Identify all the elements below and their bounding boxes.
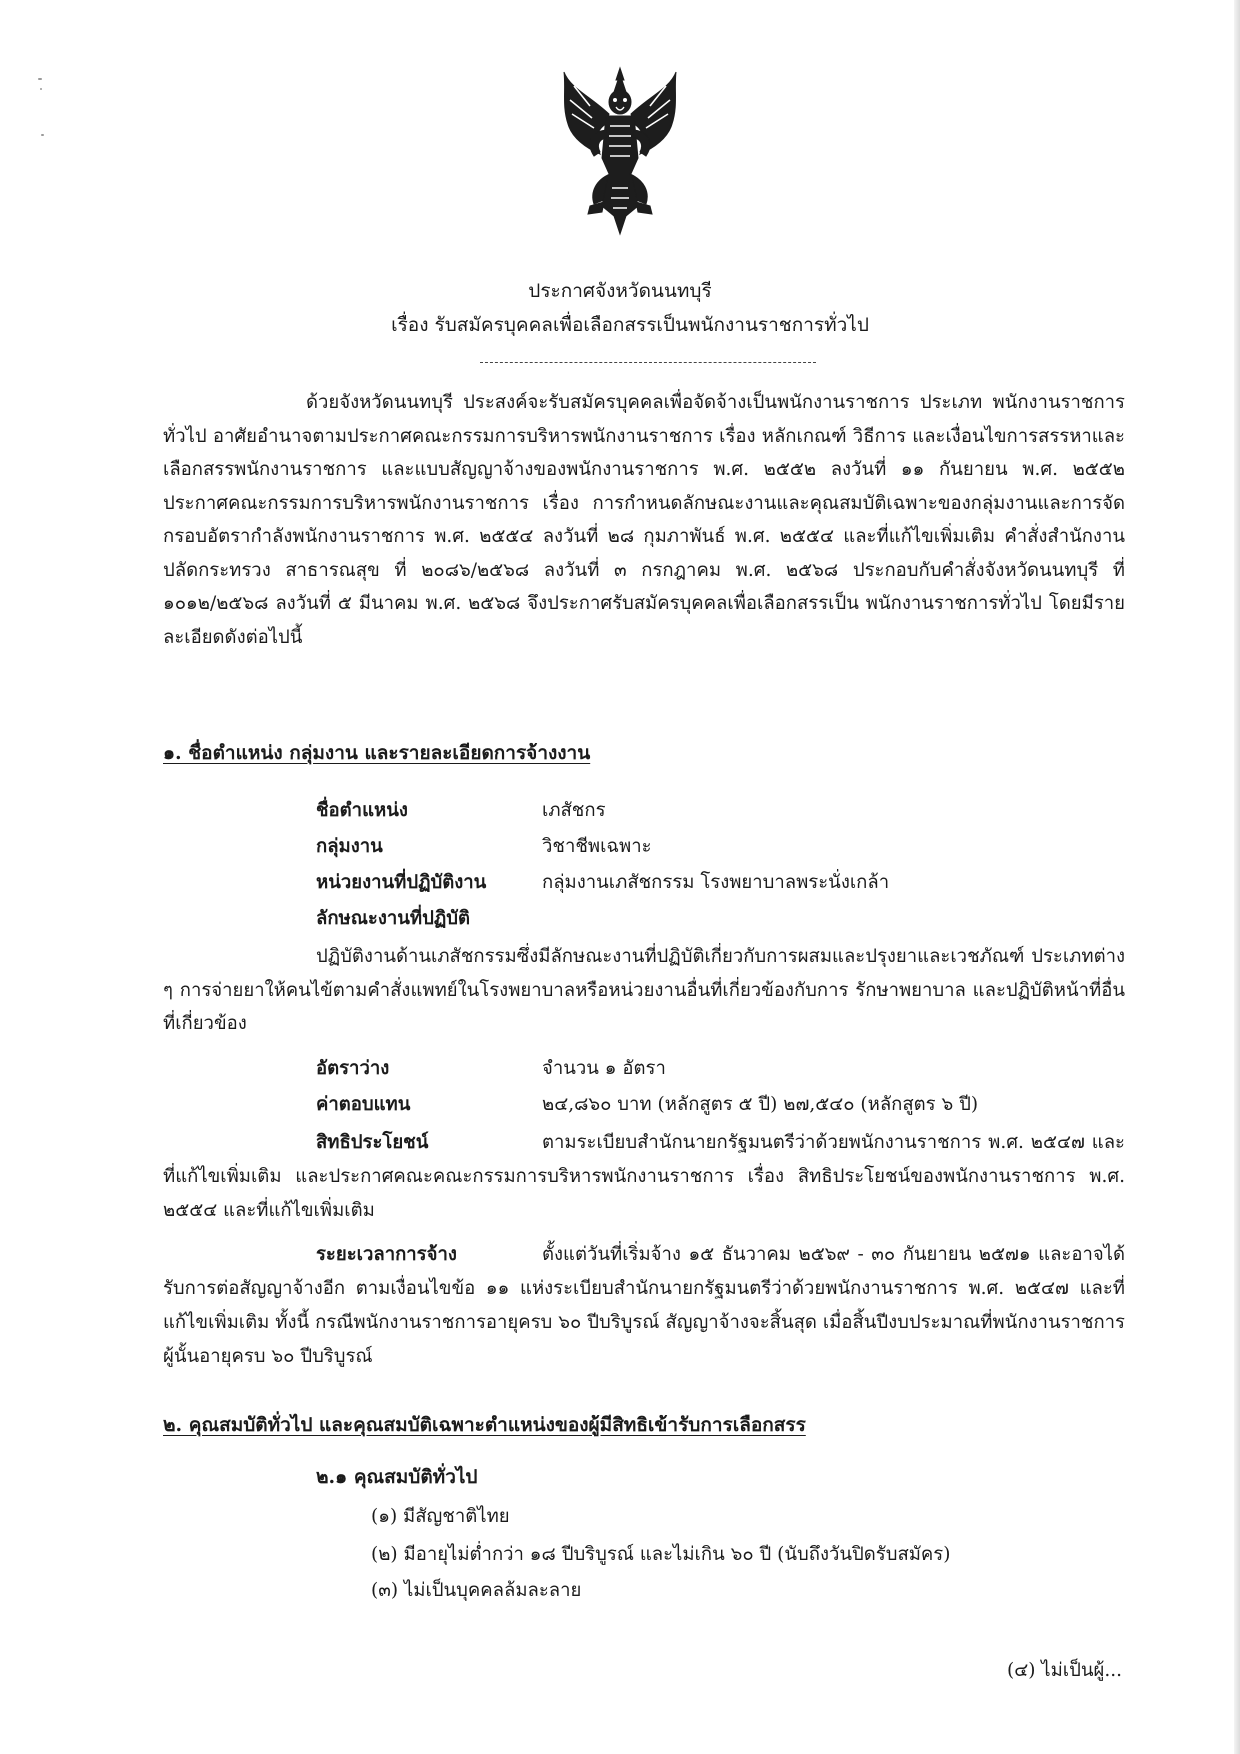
unit-value: กลุ่มงานเภสัชกรรม โรงพยาบาลพระนั่งเกล้า <box>542 872 890 893</box>
position-value: เภสัชกร <box>542 800 606 821</box>
qualification-item: (๑) มีสัญชาติไทย <box>371 1506 510 1527</box>
nature-paragraph: ปฏิบัติงานด้านเภสัชกรรมซึ่งมีลักษณะงานที่ปฏิบัติเกี่ยวกับการผสมและปรุงยาและเวชภัณฑ์ ประเภทต่าง ๆ การจ่ายยาให้คนไข้ตามคำสั่งแพทย์ในโรงพยาบาลหรือหน่วยงานอื่นที่เกี่ยวข้องกับการ รักษาพยาบาล และปฏิบัติหน้าที่อื่นที่เกี่ยวข้อง <box>163 946 1125 1034</box>
scan-speck <box>40 88 42 90</box>
benefit-paragraph <box>163 1126 1125 1228</box>
section-1-heading: ๑. ชื่อตำแหน่ง กลุ่มงาน และรายละเอียดการจ้างงาน <box>163 742 591 764</box>
intro-paragraph: ด้วยจังหวัดนนทบุรี ประสงค์จะรับสมัครบุคคลเพื่อจัดจ้างเป็นพนักงานราชการ ประเภท พนักงานราชการทั่วไป อาศัยอำนาจตามประกาศคณะกรรมการบริหารพนักงานราชการ เรื่อง หลักเกณฑ์ วิธีการ และเงื่อนไขการสรรหาและเลือกสรรพนักงานราชการ และแบบสัญญาจ้างของพนักงานราชการ พ.ศ. ๒๕๕๒ ลงวันที่ ๑๑ กันยายน พ.ศ. ๒๕๕๒ ประกาศคณะกรรมการบริหารพนักงานราชการ เรื่อง การกำหนดลักษณะงานและคุณสมบัติเฉพาะของกลุ่มงานและการจัดกรอบอัตรากำลังพนักงานราชการ พ.ศ. ๒๕๕๔ ลงวันที่ ๒๘ กุมภาพันธ์ พ.ศ. ๒๕๕๔ และที่แก้ไขเพิ่มเติม คำสั่งสำนักงานปลัดกระทรวง สาธารณสุข ที่ ๒๐๘๖/๒๕๖๘ ลงวันที่ ๓ กรกฎาคม พ.ศ. ๒๕๖๘ ประกอบกับคำสั่งจังหวัดนนทบุรี ที่ ๑๐๑๒/๒๕๖๘ ลงวันที่ ๕ มีนาคม พ.ศ. ๒๕๖๘ จึงประกาศรับสมัครบุคคลเพื่อเลือกสรรเป็น พนักงานราชการทั่วไป โดยมีรายละเอียดดังต่อไปนี้ <box>163 392 1125 648</box>
garuda-emblem <box>560 66 680 236</box>
announcement-title: ประกาศจังหวัดนนทบุรี <box>528 280 712 302</box>
pay-value: ๒๔,๘๖๐ บาท (หลักสูตร ๕ ปี) ๒๗,๕๔๐ (หลักสูตร ๖ ปี) <box>542 1094 979 1115</box>
period-label: ระยะเวลาการจ้าง <box>316 1244 457 1265</box>
nature-row <box>316 902 1126 936</box>
benefit-label: สิทธิประโยชน์ <box>316 1132 429 1153</box>
position-label: ชื่อตำแหน่ง <box>316 800 408 821</box>
period-text: ตั้งแต่วันที่เริ่มจ้าง ๑๕ ธันวาคม ๒๕๖๙ - ๓๐ กันยายน ๒๕๗๑ และอาจได้รับการต่อสัญญาจ้างอีก ตามเงื่อนไขข้อ ๑๑ แห่งระเบียบสำนักนายกรัฐมนตรีว่าด้วยพนักงานราชการ พ.ศ. ๒๕๔๗ และที่แก้ไขเพิ่มเติม ทั้งนี้ กรณีพนักงานราชการอายุครบ ๖๐ ปีบริบูรณ์ สัญญาจ้างจะสิ้นสุด เมื่อสิ้นปีงบประมาณที่พนักงานราชการผู้นั้นอายุครบ ๖๐ ปีบริบูรณ์ <box>163 1244 1125 1367</box>
title-divider <box>480 362 816 363</box>
vacancy-row <box>316 1052 1126 1086</box>
title-block <box>0 274 1240 342</box>
group-row <box>316 830 1126 864</box>
pay-label: ค่าตอบแทน <box>316 1094 411 1115</box>
position-row <box>316 794 1126 828</box>
group-label: กลุ่มงาน <box>316 836 383 857</box>
continuation-marker: (๔) ไม่เป็นผู้... <box>1006 1660 1122 1681</box>
unit-row <box>316 866 1126 900</box>
section-2-heading: ๒. คุณสมบัติทั่วไป และคุณสมบัติเฉพาะตำแหน่งของผู้มีสิทธิเข้ารับการเลือกสรร <box>163 1414 806 1436</box>
vacancy-value: จำนวน ๑ อัตรา <box>542 1058 666 1079</box>
scan-edge <box>1234 0 1240 1754</box>
nature-label: ลักษณะงานที่ปฏิบัติ <box>316 908 471 929</box>
qualification-item: (๒) มีอายุไม่ต่ำกว่า ๑๘ ปีบริบูรณ์ และไม่เกิน ๖๐ ปี (นับถึงวันปิดรับสมัคร) <box>371 1544 951 1565</box>
general-qualifications-heading: ๒.๑ คุณสมบัติทั่วไป <box>316 1466 478 1488</box>
period-paragraph <box>163 1238 1125 1374</box>
pay-row <box>316 1088 1126 1122</box>
vacancy-label: อัตราว่าง <box>316 1058 390 1079</box>
scan-speck <box>38 78 42 80</box>
scan-speck <box>41 134 44 136</box>
announcement-subject: เรื่อง รับสมัครบุคคลเพื่อเลือกสรรเป็นพนักงานราชการทั่วไป <box>391 314 869 336</box>
benefit-text: ตามระเบียบสำนักนายกรัฐมนตรีว่าด้วยพนักงานราชการ พ.ศ. ๒๕๔๗ และที่แก้ไขเพิ่มเติม และประกาศคณะคณะกรรมการบริหารพนักงานราชการ เรื่อง สิทธิประโยชน์ของพนักงานราชการ พ.ศ. ๒๕๕๔ และที่แก้ไขเพิ่มเติม <box>163 1132 1125 1221</box>
group-value: วิชาชีพเฉพาะ <box>542 836 652 857</box>
qualification-item: (๓) ไม่เป็นบุคคลล้มละลาย <box>371 1580 582 1601</box>
unit-label: หน่วยงานที่ปฏิบัติงาน <box>316 872 487 893</box>
